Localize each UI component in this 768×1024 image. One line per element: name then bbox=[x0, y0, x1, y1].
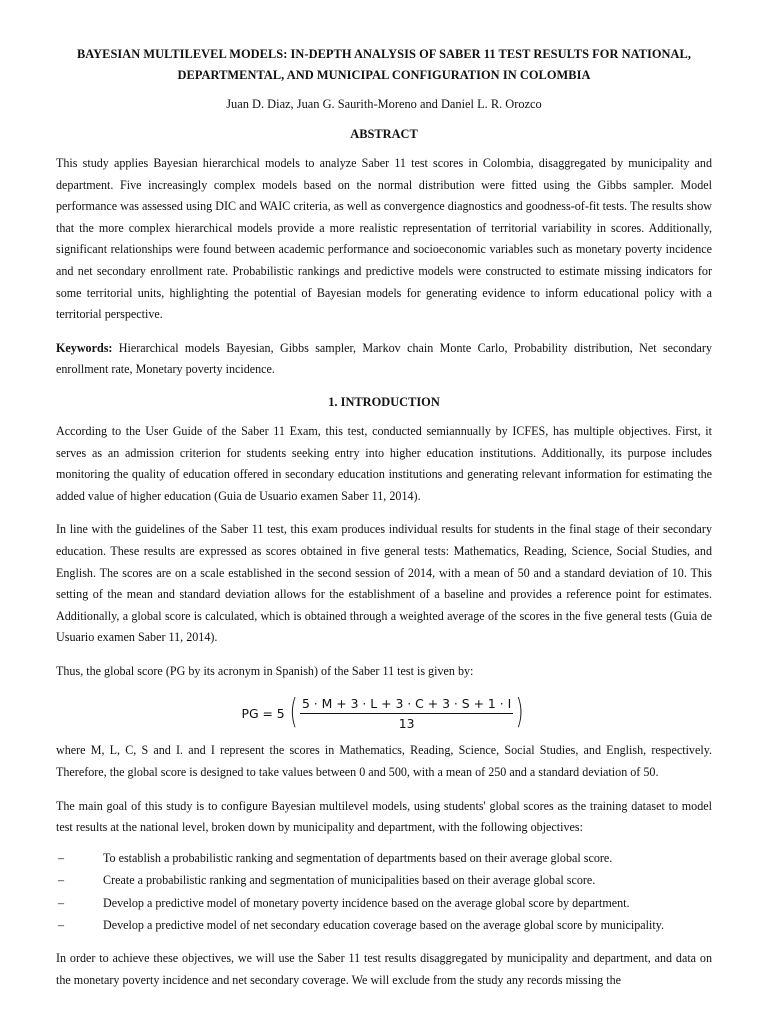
authors: Juan D. Diaz, Juan G. Saurith-Moreno and Daniel L. R. Orozco bbox=[226, 97, 542, 111]
objective-text: Develop a predictive model of monetary poverty incidence based on the average global score by department. bbox=[103, 895, 630, 910]
objectives-list bbox=[56, 847, 712, 937]
keywords bbox=[56, 338, 712, 381]
bullet-dash: – bbox=[58, 918, 65, 933]
intro-paragraph-4: where M, L, C, S and I. and I represent the scores in Mathematics, Reading, Science, Social Studies, and English, respectively. Therefore, the global score is designed to take values between 0 and 500, with a mean of 250 and a standard deviation of 50. bbox=[56, 743, 712, 780]
list-item bbox=[56, 892, 712, 914]
intro-paragraph-6: In order to achieve these objectives, we will use the Saber 11 test results disaggregated by municipality and department, and data on the monetary poverty incidence and net secondary coverage. We will exclude from the study any records missing the bbox=[56, 951, 712, 988]
objective-text: Develop a predictive model of net secondary education coverage based on the average global score by municipality. bbox=[103, 918, 665, 933]
bullet-dash: – bbox=[58, 873, 65, 888]
keywords-text: Hierarchical models Bayesian, Gibbs sampler, Markov chain Monte Carlo, Probability distribution, Net secondary enrollment rate, Monetary poverty incidence. bbox=[56, 340, 712, 377]
list-item bbox=[56, 847, 712, 869]
title-line-2: DEPARTMENTAL, AND MUNICIPAL CONFIGURATION IN COLOMBIA bbox=[177, 68, 591, 82]
keywords-label: Keywords: bbox=[56, 340, 113, 355]
intro-paragraph-5: The main goal of this study is to configure Bayesian multilevel models, using students' global scores as the training dataset to model test results at the national level, broken down by municipality and department, with the following objectives: bbox=[56, 798, 712, 835]
objective-text: To establish a probabilistic ranking and segmentation of departments based on their average global score. bbox=[103, 850, 613, 865]
intro-paragraph-2: In line with the guidelines of the Saber 11 test, this exam produces individual results for students in the final stage of their secondary education. These results are expressed as scores obtained in five general tests: Mathematics, Reading, Science, Social Studies, and English. The scores are on a scale established in the second session of 2014, with a mean of 50 and a standard deviation of 10. This setting of the mean and standard deviation allows for the establishment of a baseline and provides a reference point for estimates. Additionally, a global score is calculated, which is obtained through a weighted average of the scores in the five general tests (Guia de Usuario examen Saber 11, 2014). bbox=[56, 522, 712, 645]
equation-lhs: PG = 5 bbox=[241, 705, 285, 721]
equation-numerator: 5 · M + 3 · L + 3 · C + 3 · S + 1 · I bbox=[300, 696, 513, 714]
equation-fraction bbox=[300, 696, 513, 731]
intro-paragraph-1: According to the User Guide of the Saber 11 Exam, this test, conducted semiannually by ICFES, has multiple objectives. First, it serves as an admission criterion for students seeking entry into higher education institutions. Additionally, its purpose includes monitoring the quality of education offered in secondary education institutions and generating relevant information for estimating the added value of higher education (Guia de Usuario examen Saber 11, 2014). bbox=[56, 423, 712, 503]
right-paren: ) bbox=[515, 692, 524, 733]
equation-denominator: 13 bbox=[398, 715, 415, 731]
list-item bbox=[56, 914, 712, 936]
intro-paragraph-3: Thus, the global score (PG by its acronym in Spanish) of the Saber 11 test is given by: bbox=[56, 663, 474, 678]
global-score-equation bbox=[56, 690, 712, 736]
bullet-dash: – bbox=[58, 850, 65, 865]
list-item bbox=[56, 869, 712, 891]
objective-text: Create a probabilistic ranking and segmentation of municipalities based on their average global score. bbox=[103, 873, 596, 888]
introduction-heading: 1. INTRODUCTION bbox=[328, 394, 440, 409]
abstract-heading: ABSTRACT bbox=[350, 127, 418, 141]
paper-title bbox=[56, 44, 712, 86]
bullet-dash: – bbox=[58, 895, 65, 910]
left-paren: ( bbox=[289, 692, 298, 733]
abstract-text: This study applies Bayesian hierarchical models to analyze Saber 11 test scores in Colombia, disaggregated by municipality and department. Five increasingly complex models based on the normal distribution were fitted using the Gibbs sampler. Model performance was assessed using DIC and WAIC criteria, as well as convergence diagnostics and goodness-of-fit tests. The results show that the more complex hierarchical models provide a more realistic representation of territorial variability in scores. Additionally, significant relationships were found between academic performance and socioeconomic variables such as monetary poverty incidence and net secondary enrollment rate. Probabilistic rankings and predictive models were constructed to estimate missing indicators for some territorial units, highlighting the potential of Bayesian models for generating evidence to inform educational policy with a territorial perspective. bbox=[56, 156, 712, 322]
title-line-1: BAYESIAN MULTILEVEL MODELS: IN-DEPTH ANALYSIS OF SABER 11 TEST RESULTS FOR NATIONAL, bbox=[76, 47, 692, 61]
